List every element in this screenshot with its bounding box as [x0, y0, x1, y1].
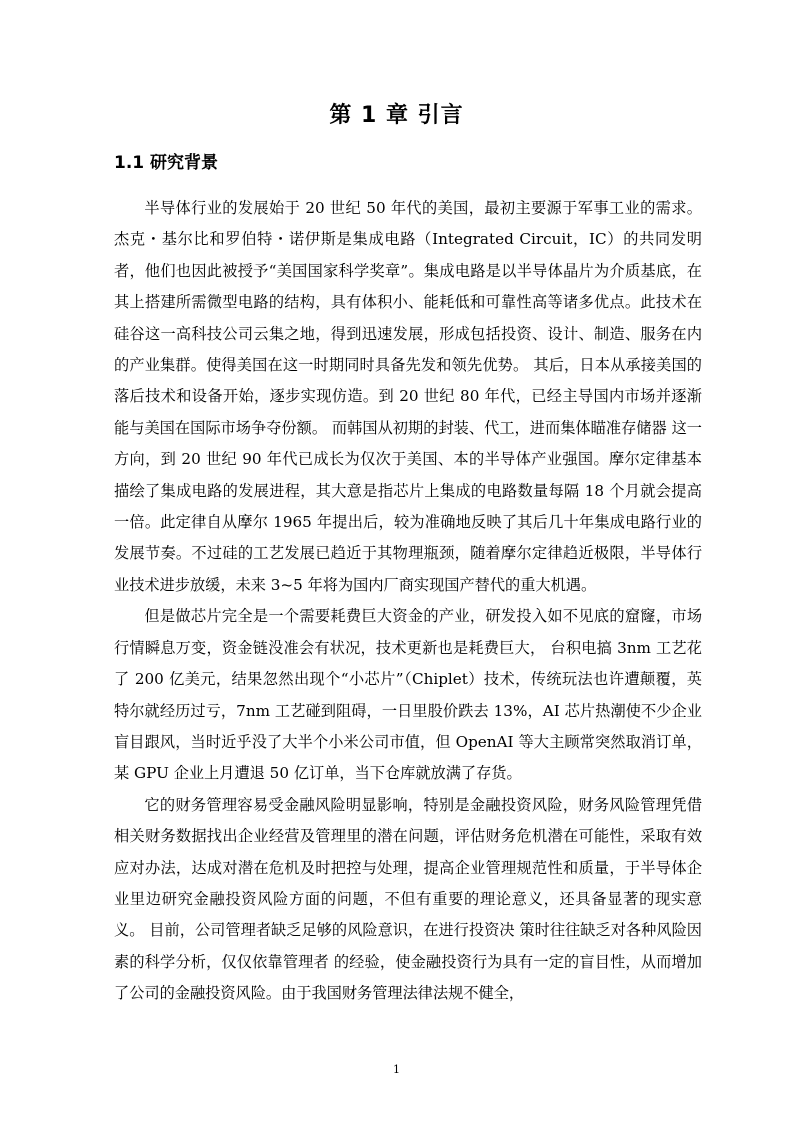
- section-title: 1.1 研究背景: [114, 153, 219, 173]
- page-number: 1: [393, 1063, 400, 1076]
- paragraph-2: 但是做芯片完全是一个需要耗费巨大资金的产业，研发投入如不见底的窟窿，市场行情瞬息万变，资金链没准会有状况，技术更新也是耗费巨大， 台积电搞 3nm 工艺花了 200 亿美元，结果忽然出现个“小芯片”（Chiplet）技术，传统玩法也许遭颠覆，英特尔就经历过亏，7nm 工艺碰到阻碍，一日里股价跌去 13%，AI 芯片热潮使不少企业盲目跟风，当时近乎没了大半个小米公司市值，但 OpenAI 等大主顾常突然取消订单，某 GPU 企业上月遭退 50 亿订单，当下仓库就放满了存货。: [114, 607, 702, 783]
- body-text: [114, 193, 702, 1010]
- chapter-title: 第 1 章 引言: [329, 103, 464, 128]
- paragraph-3: 它的财务管理容易受金融风险明显影响，特别是金融投资风险，财务风险管理凭借相关财务数据找出企业经营及管理里的潜在问题，评估财务危机潜在可能性，采取有效应对办法，达成对潜在危机及时把控与处理，提高企业管理规范性和质量，于半导体企业里边研究金融投资风险方面的问题，不但有重要的理论意义，还具备显著的现实意义。 目前，公司管理者缺乏足够的风险意识，在进行投资决 策时往往缺乏对各种风险因素的科学分析，仅仅依靠管理者 的经验，使金融投资行为具有一定的盲目性，从而增加了公司的金融投资风险。由于我国财务管理法律法规不健全，: [114, 795, 702, 1003]
- paragraph-1: 半导体行业的发展始于 20 世纪 50 年代的美国，最初主要源于军事工业的需求。杰克・基尔比和罗伯特・诺伊斯是集成电路（Integrated Circuit，IC）的共同发明者，他们也因此被授予“美国国家科学奖章”。集成电路是以半导体晶片为介质基底，在其上搭建所需微型电路的结构，具有体积小、能耗低和可靠性高等诸多优点。此技术在硅谷这一高科技公司云集之地，得到迅速发展，形成包括投资、设计、制造、服务在内的产业集群。使得美国在这一时期同时具备先发和领先优势。 其后，日本从承接美国的落后技术和设备开始，逐步实现仿造。到 20 世纪 80 年代，已经主导国内市场并逐渐能与美国在国际市场争夺份额。 而韩国从初期的封装、代工，进而集体瞄准存储器 这一方向，到 20 世纪 90 年代已成长为仅次于美国、本的半导体产业强国。摩尔定律基本描绘了集成电路的发展进程，其大意是指芯片上集成的电路数量每隔 18 个月就会提高一倍。此定律自从摩尔 1965 年提出后，较为准确地反映了其后几十年集成电路行业的发展节奏。不过硅的工艺发展已趋近于其物理瓶颈，随着摩尔定律趋近极限，半导体行业技术进步放缓，未来 3~5 年将为国内厂商实现国产替代的重大机遇。: [114, 199, 702, 594]
